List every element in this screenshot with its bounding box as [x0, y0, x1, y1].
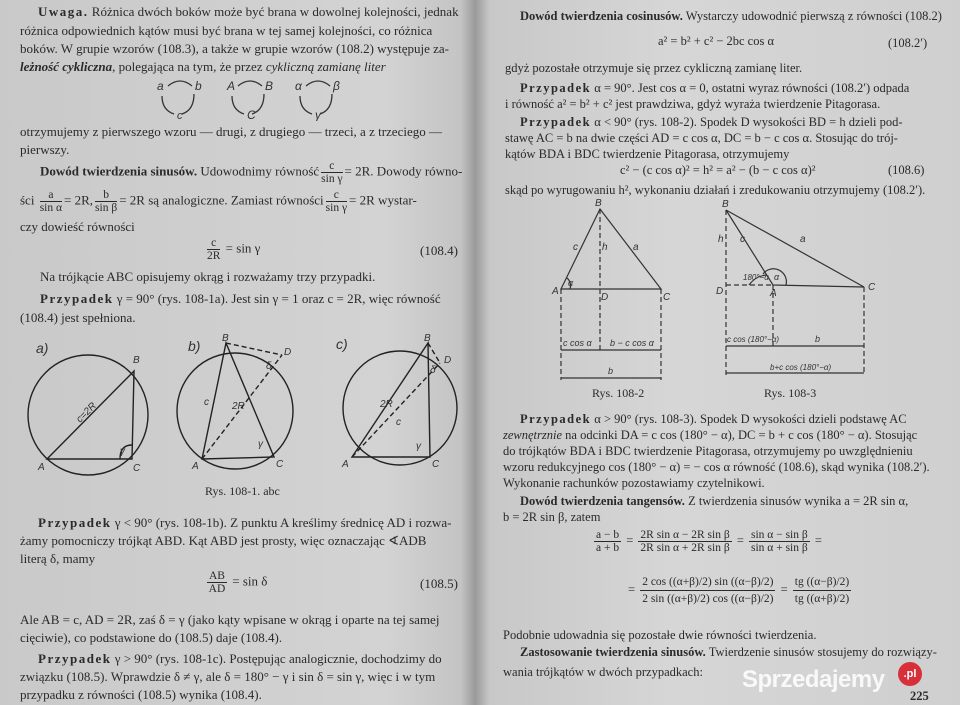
watermark-logo: Sprzedajemy	[742, 666, 885, 693]
term: zewnętrznie	[503, 428, 563, 442]
denominator: sin α	[39, 202, 63, 214]
fraction	[326, 189, 347, 214]
text-line	[520, 411, 907, 427]
side-label: a	[800, 234, 806, 245]
text-line: różnica odpowiednich kątów musi być brana w tej samej kolejności, co różnica	[20, 23, 433, 38]
page-number: 225	[910, 689, 929, 703]
denominator: tg ((α+β)/2)	[794, 593, 850, 605]
case-label: Przypadek	[520, 115, 592, 129]
figure-108-2-and-108-3	[490, 198, 910, 385]
angle-label: 180°−α	[743, 273, 769, 282]
fraction	[321, 160, 342, 185]
text: γ > 90° (rys. 108-1c). Postępując analogicznie, dochodzimy do	[114, 651, 442, 666]
text-line	[520, 8, 942, 24]
angle-label: δ	[430, 365, 436, 376]
text: Twierdzenie sinusów stosujemy do rozwiązy-	[708, 645, 937, 659]
cycle-label: A	[227, 79, 236, 93]
text-line: pierwszy.	[20, 142, 70, 157]
text-line: wania trójkątów w dwóch przypadkach:	[503, 665, 703, 679]
figure-108-1	[20, 333, 460, 483]
side-label: c	[740, 234, 745, 245]
side-label: c	[204, 397, 209, 408]
watermark-badge: .pl	[898, 662, 922, 686]
text-line: Ale AB = c, AD = 2R, zaś δ = γ (jako kąty wpisane w okrąg i oparte na tej samej	[20, 612, 440, 627]
text-line: do trójkątów BDA i BDC twierdzenie Pitagorasa, otrzymujemy po uwzględnieniu	[503, 444, 913, 458]
case-label: Przypadek	[520, 412, 592, 426]
text-line: otrzymujemy z pierwszego wzoru — drugi, z drugiego — trzeci, a z trzeciego —	[20, 124, 442, 139]
numerator: c	[207, 237, 220, 250]
text: = sin γ	[225, 240, 261, 256]
tangent-equation-line-2	[628, 574, 853, 607]
text-line: wzoru redukcyjnego cos (180° − α) = − cos α równość (108.6), skąd wynika (108.2′).	[503, 460, 930, 474]
text-line	[20, 59, 386, 75]
cycle-label: γ	[315, 108, 321, 121]
text-line: literą δ, mamy	[20, 551, 96, 566]
text: = sin δ	[232, 573, 268, 589]
cycle-label: β	[333, 79, 340, 93]
numerator: a − b	[596, 529, 620, 541]
fraction	[594, 529, 621, 554]
text: = 2R,	[64, 192, 94, 208]
cycle-label: B	[265, 79, 274, 93]
height-label: h	[602, 242, 608, 253]
text-line: żamy pomocniczy trójkąt ABD. Kąt ABD jest prosty, więc oznaczając ∢ADB	[20, 533, 427, 548]
vertex-label: C	[868, 282, 876, 293]
numerator: 2R sin α − 2R sin β	[640, 529, 730, 541]
text: , polegająca na tym, że przez	[112, 59, 266, 74]
equation-108-4	[205, 237, 260, 262]
text-line: i równość a² = b² + c² jest prawdziwa, gdyż wyraża twierdzenie Pitagorasa.	[505, 97, 881, 111]
equation-108-2p: a² = b² + c² − 2bc cos α	[658, 34, 774, 48]
remark-line	[38, 4, 459, 20]
denominator: sin γ	[325, 202, 348, 214]
denominator: a + b	[596, 542, 620, 554]
angle-label: γ	[120, 446, 125, 457]
text: ści	[20, 192, 35, 208]
text-line: gdyż pozostałe otrzymuje się przez cykliczną zamianę liter.	[505, 61, 803, 75]
text-line	[520, 114, 903, 130]
vertex-label: A	[342, 459, 349, 470]
vertex-label: D	[716, 286, 724, 297]
case-label: Przypadek	[38, 651, 112, 666]
numerator: 2 cos ((α+β)/2) sin ((α−β)/2)	[640, 574, 775, 591]
denominator: AD	[208, 583, 226, 595]
denominator: sin β	[95, 202, 118, 214]
cyclic-permutation-diagrams	[150, 76, 350, 121]
fraction	[207, 237, 220, 262]
text-line: Wykonanie rachunków pozostawiamy czytelnikowi.	[503, 476, 765, 490]
text-line: Podobnie udowadnia się pozostałe dwie równości twierdzenia.	[503, 628, 817, 642]
text-line: przypadku z równości (108.5) wynika (108.4).	[20, 687, 262, 702]
fraction	[640, 574, 775, 607]
section-heading: Dowód twierdzenia cosinusów.	[520, 9, 683, 23]
text: Wystarczy udowodnić pierwszą z równości (108.2)	[685, 9, 942, 23]
text: α = 90°. Jest cos α = 0, ostatni wyraz równości (108.2′) odpada	[594, 81, 910, 95]
text: γ = 90° (rys. 108-1a). Jest sin γ = 1 oraz c = 2R, więc równość	[116, 291, 441, 306]
panel-label: a)	[36, 340, 49, 356]
vertex-label: C	[663, 292, 671, 303]
cycle-label: b	[195, 79, 202, 93]
vertex-label: B	[424, 333, 431, 344]
text-line	[38, 515, 451, 531]
figure-caption: Rys. 108-1. abc	[205, 484, 280, 498]
angle-label: γ	[416, 441, 421, 452]
numerator: AB	[209, 570, 225, 582]
equation-number: (108.4)	[420, 243, 458, 258]
section-heading: Dowód twierdzenia tangensów.	[520, 494, 685, 508]
vertex-label: B	[133, 355, 140, 366]
angle-label: α	[774, 272, 780, 282]
fraction	[749, 529, 810, 554]
segment-label: c cos (180°−α)	[727, 335, 780, 344]
segment-label: b	[608, 366, 614, 376]
panel-label: b)	[188, 338, 201, 354]
equals: =	[814, 533, 822, 548]
equation-number: (108.2′)	[888, 36, 928, 50]
vertex-label: A	[38, 462, 45, 473]
vertex-label: D	[601, 292, 609, 303]
side-label: c	[573, 242, 578, 253]
cycle-abc	[157, 79, 202, 121]
radius-label: 2R	[380, 399, 393, 410]
denominator: sin γ	[321, 173, 343, 185]
fraction	[40, 189, 62, 214]
angle-label: α	[568, 278, 574, 288]
text-line	[38, 651, 442, 667]
case-label: Przypadek	[40, 291, 114, 306]
text: = 2R wystar-	[349, 192, 417, 208]
text: Udowodnimy równość	[200, 163, 320, 179]
text-line	[40, 291, 441, 307]
cycle-label: a	[157, 79, 164, 93]
text-line: boków. W grupie wzorów (108.3), a także w grupie wzorów (108.2) występuje za-	[20, 41, 449, 56]
side-label: c	[396, 417, 401, 428]
equals: =	[736, 533, 744, 548]
fraction	[638, 529, 731, 554]
equals: =	[626, 533, 634, 548]
text-line	[40, 160, 462, 185]
fraction	[793, 574, 851, 607]
text-line: kątów BDA i BDC twierdzenie Pitagorasa, otrzymujemy	[505, 147, 790, 161]
radius-label: 2R	[232, 401, 245, 412]
case-label: Przypadek	[520, 81, 592, 95]
text: Z twierdzenia sinusów wynika a = 2R sin α,	[688, 494, 909, 508]
denominator: 2R	[207, 250, 221, 262]
text: α < 90° (rys. 108-2). Spodek D wysokości BD = h dzieli pod-	[594, 115, 903, 129]
text-line	[520, 80, 909, 96]
vertex-label: C	[432, 459, 440, 470]
text: na odcinki DA = c cos (180° − α), DC = b + c cos (180° − α). Stosując	[562, 428, 918, 442]
figure-caption: Rys. 108-3	[764, 386, 817, 400]
text-line	[503, 427, 917, 443]
text-line: (108.4) jest spełniona.	[20, 310, 136, 325]
text: = 2R są analogiczne. Zamiast równości	[119, 192, 324, 208]
numerator: a	[40, 189, 62, 202]
remark-label: Uwaga.	[38, 4, 89, 19]
text-line	[20, 189, 417, 214]
tangent-equation-line-1	[592, 529, 822, 554]
text-line: związku (108.5). Wprawdzie δ ≠ γ, ale δ = 180° − γ i sin δ = sin γ, więc i w tym	[20, 669, 436, 684]
cycle-ABC	[226, 79, 273, 121]
panel-label: c)	[336, 336, 348, 352]
text: γ < 90° (rys. 108-1b). Z punktu A kreślimy średnicę AD i rozwa-	[114, 515, 452, 530]
term: leżność cykliczna	[20, 59, 113, 74]
vertex-label: D	[284, 347, 292, 358]
vertex-label: C	[133, 463, 141, 474]
fraction	[95, 189, 117, 214]
denominator: sin α + sin β	[751, 542, 808, 554]
text-line: skąd po wyrugowaniu h², wykonaniu działań i zredukowaniu otrzymujemy (108.2′).	[505, 183, 926, 197]
vertex-label: D	[444, 355, 452, 366]
text-line	[520, 493, 908, 509]
cycle-label: c	[177, 110, 183, 121]
case-label: Przypadek	[38, 515, 112, 530]
numerator: b	[95, 189, 117, 202]
equation-108-5	[205, 570, 267, 595]
cycle-greek	[295, 79, 340, 121]
numerator: sin α − sin β	[751, 529, 808, 541]
height-label: h	[718, 234, 724, 245]
equation-108-6: c² − (c cos α)² = h² = a² − (b − c cos α)²	[620, 163, 816, 177]
vertex-label: A	[192, 461, 199, 472]
text-line: Na trójkącie ABC opisujemy okrąg i rozważamy trzy przypadki.	[40, 269, 376, 284]
segment-label: c cos α	[563, 338, 592, 348]
text: Różnica dwóch boków może być brana w dowolnej kolejności, jednak	[91, 4, 459, 19]
numerator: c	[321, 160, 342, 173]
text: = 2R. Dowody równo-	[344, 163, 463, 179]
equals: =	[780, 582, 788, 597]
angle-label: γ	[258, 439, 263, 450]
numerator: tg ((α−β)/2)	[793, 574, 851, 591]
segment-label: b − c cos α	[610, 338, 654, 348]
term: cykliczną zamianę liter	[265, 59, 386, 74]
side-label: c=2R	[74, 400, 99, 426]
figure-caption: Rys. 108-2	[592, 386, 645, 400]
equals: =	[628, 582, 636, 597]
vertex-label: A	[770, 288, 777, 299]
text-line: cięciwie), co podstawione do (108.5) daje (108.4).	[20, 630, 283, 645]
vertex-label: C	[276, 459, 284, 470]
vertex-label: A	[552, 286, 559, 297]
denominator: 2R sin α + 2R sin β	[640, 542, 730, 554]
text-line: czy dowieść równości	[20, 219, 135, 234]
vertex-label: B	[595, 198, 602, 209]
equation-number: (108.5)	[420, 576, 458, 591]
section-heading: Dowód twierdzenia sinusów.	[40, 163, 198, 179]
segment-label: b	[815, 334, 821, 344]
vertex-label: B	[722, 199, 729, 210]
cycle-label: α	[295, 79, 302, 93]
angle-label: δ	[266, 361, 272, 372]
section-heading: Zastosowanie twierdzenia sinusów.	[520, 645, 706, 659]
fraction	[207, 570, 227, 595]
text-line: stawę AC = b na dwie części AD = c cos α, DC = b − c cos α. Stosując do trój-	[505, 131, 898, 145]
equation-number: (108.6)	[888, 163, 925, 177]
denominator: 2 sin ((α+β)/2) cos ((α−β)/2)	[642, 593, 774, 605]
numerator: c	[326, 189, 347, 202]
cycle-label: C	[247, 108, 256, 121]
side-label: a	[633, 242, 639, 253]
vertex-label: B	[222, 333, 229, 344]
text-line	[520, 644, 937, 660]
segment-label: b+c cos (180°−α)	[770, 363, 832, 372]
text: α > 90° (rys. 108-3). Spodek D wysokości dzieli podstawę AC	[594, 412, 907, 426]
text-line: b = 2R sin β, zatem	[503, 510, 601, 524]
